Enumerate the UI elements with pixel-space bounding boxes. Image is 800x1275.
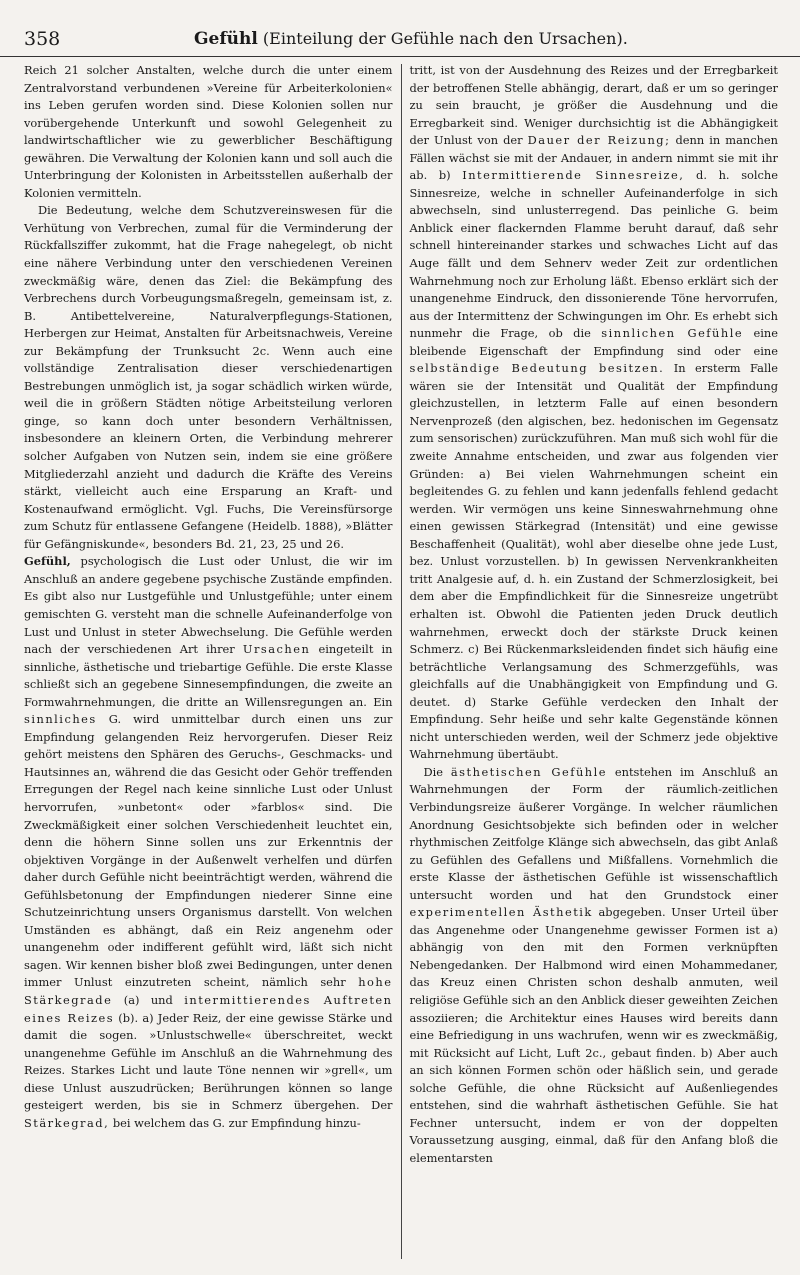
emph-dauer: Dauer der Reizung; — [527, 133, 671, 148]
running-head-title: Gefühl — [194, 29, 258, 49]
right-text-p2-lead: Die — [423, 764, 451, 779]
right-paragraph-1 — [410, 62, 779, 764]
entry-lemma: Gefühl, — [24, 554, 71, 569]
right-column — [402, 62, 779, 1259]
header-rule — [0, 56, 800, 57]
right-text-e: In ersterm Falle wären sie der Intensität und Qualität der Empfindung gleichzustellen, in letzterm Falle auf einen besondern Nervenprozeß (den algischen, bez. hedonischen im Gegensatz zum sensorischen) zurückzuführen. Man muß sich wohl für die zweite Annahme entscheiden, und zwar aus folgenden vier Gründen: a) Bei vielen Wahrnehmungen scheint ein begleitendes G. zu fehlen und kann jedenfalls fehlend gedacht werden. Wir vermögen uns keine Sinneswahrnehmung ohne einen gewissen Stärkegrad (Intensität) und eine gewisse Beschaffenheit (Qualität), wohl aber dieselbe ohne jede Lust, bez. Unlust vorzustellen. b) In gewissen Nervenkrankheiten tritt Analgesie auf, d. h. ein Zustand der Schmerzlosigkeit, bei dem aber die Empfindlichkeit für die Sinnesreize ungetrübt erhalten ist. Obwohl die Patienten jeden Druck deutlich wahrnehmen, erweckt doch der stärkste Druck keinen Schmerz. c) Bei Rückenmarksleidenden findet sich häufig eine beträchtliche Verlangsamung des Schmerzgefühls, was gleichfalls auf die Unabhängigkeit von Empfindung und G. deutet. d) Starke Gefühle verdecken den Inhalt der Empfindung. Sehr heiße und sehr kalte Gegenstände können nicht unterschieden werden, weil der Schmerz jede objektive Wahrnehmung übertäubt. — [409, 361, 778, 762]
entry-text-c: G. wird unmittelbar durch einen uns zur Empfindung gelangenden Reiz hervorgerufen. Dieser Reiz gehört meistens den Sphären des Geruchs-, Geschmacks- und Hautsinnes an, während die das Gesicht oder Gehör treffenden Erregungen der Regel nach keine sinnliche Lust oder Unlust hervorrufen, »unbetont« oder »farblos« sind. Die Zweckmäßigkeit einer solchen Verschiedenheit leuchtet ein, denn die höhern Sinne sollen uns zur Erkenntnis der objektiven Vorgänge in der Außenwelt verhelfen und dürfen daher durch Gefühle nicht beeinträchtigt werden, während die Gefühlsbetonung der Empfindungen niederer Sinne eine Schutzeinrichtung unsers Organismus darstellt. Von welchen Umständen es abhängt, daß ein Reiz angenehm oder unangenehm oder indifferent gefühlt wird, läßt sich nicht sagen. Wir kennen bisher bloß zwei Bedingungen, unter denen immer Unlust einzutreten scheint, nämlich sehr — [24, 712, 393, 990]
entry-text-e: (b). a) Jeder Reiz, der eine gewisse Stärke und damit die sogen. »Unlustschwelle« überschreitet, weckt unangenehme Gefühle im Anschluß an die Wahrnehmung des Reizes. Starkes Licht und laute Töne nennen wir »grell«, um diese Unlust auszudrücken; Berührungen können so lange gesteigert werden, bis sie in Schmerz übergehen. Der — [24, 1010, 393, 1113]
right-text-p2-b: abgegeben. Unser Urteil über das Angenehme oder Unangenehme gewisser Formen ist a) abhängig von den mit den Formen verknüpften Nebengedanken. Der Halbmond wird einen Mohammedaner, das Kreuz einen Christen schon deshalb anmuten, weil religiöse Gefühle sich an den Anblick dieser geweihten Zeichen assoziieren; die Architektur eines Hauses wird bereits dann eine Befriedigung in uns wachrufen, wenn wir es zweckmäßig, mit Rücksicht auf Licht, Luft 2c., gebaut finden. b) Aber auch an sich können Formen schön oder häßlich sein, und gerade solche Gefühle, die ohne Rücksicht auf Außenliegendes entstehen, sind die wahrhaft ästhetischen Gefühle. Sie hat Fechner untersucht, indem er von der doppelten Voraussetzung ausging, einmal, daß für den Anfang bloß die elementarsten — [409, 905, 778, 1165]
emph-intermittierende: Intermittierende Sinnesreize, — [462, 168, 685, 183]
right-text-a: tritt, ist von der Ausdehnung des Reizes und der Erregbarkeit der betroffenen Stelle abhängig, derart, daß er um so geringer zu sein braucht, je größer die Ausdehnung und die Erregbarkeit sind. Weniger durchsichtig ist die Abhängigkeit der Unlust von der — [409, 63, 778, 148]
emph-ursachen: Ursachen — [242, 642, 311, 657]
text-columns — [24, 62, 778, 1259]
emph-hohe-staerkegrade: hohe Stärkegrade — [24, 975, 393, 1007]
running-head — [194, 29, 628, 49]
left-column — [24, 62, 401, 1259]
right-text-p2-a: entstehen im Anschluß an Wahrnehmungen der Form der räumlich-zeitlichen Verbindungsreize äußerer Vorgänge. In welcher räumlichen Anordnung Gesichtsobjekte sich befinden oder in welcher rhythmischen Zeitfolge Klänge sich abwechseln, das gibt Anlaß zu Gefühlen des Gefallens und Mißfallens. Vornehmlich die erste Klasse der ästhetischen Gefühle ist wissenschaftlich untersucht worden und hat den Grundstock einer — [409, 764, 779, 902]
page-number: 358 — [24, 28, 61, 50]
emph-aesthetischen: ästhetischen Gefühle — [450, 764, 608, 779]
emph-sinnlichen-gefuehle: sinnlichen Gefühle — [601, 326, 744, 341]
entry-text-a: psychologisch die Lust oder Unlust, die wir im Anschluß an andere gegebene psychische Zustände empfinden. Es gibt also nur Lustgefühle und Unlustgefühle; unter einem gemischten G. versteht man die schnelle Aufeinanderfolge von Lust und Unlust in steter Abwechselung. Die Gefühle werden nach der verschiedenen Art ihrer — [24, 554, 393, 657]
left-paragraph-2: Die Bedeutung, welche dem Schutzvereinswesen für die Verhütung von Verbrechen, zumal für die Verminderung der Rückfallsziffer zukommt, hat die Frage nahegelegt, ob nicht eine nähere Verbindung unter den verschiedenen Vereinen zweckmäßig wäre, denen das Ziel: die Bekämpfung des Verbrechens durch Vorbeugungsmaßregeln, gemeinsam ist, z. B. Antibettelvereine, Naturalverpflegungs-Stationen, Herbergen zur Heimat, Anstalten für Arbeitsnachweis, Vereine zur Bekämpfung der Trunksucht 2c. Wenn auch eine vollständige Zentralisation dieser verschiedenartigen Bestrebungen unmöglich ist, ja sogar schädlich wirken würde, weil die in größern Städten nötige Arbeitsteilung verloren ginge, so kann doch unter besondern Verhältnissen, insbesondere an kleinern Orten, die Verbindung mehrerer solcher Aufgaben von Nutzen sein, indem sie eine größere Mitgliederzahl anzieht und dadurch die Kräfte des Vereins stärkt, vielleicht auch eine Ersparung an Kraft- und Kostenaufwand ermöglicht. Vgl. Fuchs, Die Vereinsfürsorge zum Schutz für entlassene Gefangene (Heidelb. 1888), »Blätter für Gefängniskunde«, besonders Bd. 21, 23, 25 und 26. — [24, 203, 393, 551]
page-header — [24, 0, 778, 52]
left-paragraph-1: Reich 21 solcher Anstalten, welche durch die unter einem Zentralvorstand verbundenen »Vereine für Arbeiterkolonien« ins Leben gerufen worden sind. Diese Kolonien sollen nur vorübergehende Unterkunft und sowohl Gelegenheit zu landwirtschaftlicher wie zu gewerblicher Beschäftigung gewähren. Die Verwaltung der Kolonien kann und soll auch die Unterbringung der Kolonisten in Arbeitsstellen außerhalb der Kolonien vermitteln. — [24, 63, 393, 200]
entry-text-d: (a) und — [112, 992, 185, 1007]
right-paragraph-2 — [410, 764, 779, 1168]
right-text-d: eine bleibende Eigenschaft der Empfindung sind oder eine — [409, 326, 778, 358]
running-head-subtitle: (Einteilung der Gefühle nach den Ursachen). — [262, 29, 628, 48]
emph-sinnliches: sinnliches — [24, 712, 97, 727]
emph-selbstaendige: selbständige Bedeutung besitzen. — [409, 361, 665, 376]
emph-staerkegrad: Stärkegrad, — [24, 1115, 110, 1130]
right-text-b: denn in manchen Fällen wächst sie mit der Andauer, in andern nimmt sie mit ihr ab. b) — [409, 133, 778, 183]
entry-text-f: bei welchem das G. zur Empfindung hinzu- — [109, 1115, 361, 1130]
right-text-c: d. h. solche Sinnesreize, welche in schneller Aufeinanderfolge in sich abwechseln, sind unlusterregend. Das peinliche G. beim Anblick einer flackernden Flamme beruht darauf, daß sehr schnell hintereinander starkes und schwaches Licht auf das Auge fällt und dem Sehnerv weder Zeit zur ordentlichen Wahrnehmung noch zur Erholung läßt. Ebenso erklärt sich der unangenehme Eindruck, den dissonierende Töne hervorrufen, aus der Intermittenz der Schwingungen im Ohr. Es erhebt sich nunmehr die Frage, ob die — [409, 168, 778, 341]
emph-intermittierendes: intermittierendes Auftreten eines Reizes — [24, 992, 393, 1025]
entry-text-b: eingeteilt in sinnliche, ästhetische und triebartige Gefühle. Die erste Klasse schließt sich an gegebene Sinnesempfindungen, die zweite an Formwahrnehmungen, die dritte an Willensregungen an. Ein — [24, 642, 393, 709]
entry-gefuehl — [24, 553, 393, 1132]
emph-experimentellen: experimentellen Ästhetik — [409, 905, 593, 920]
